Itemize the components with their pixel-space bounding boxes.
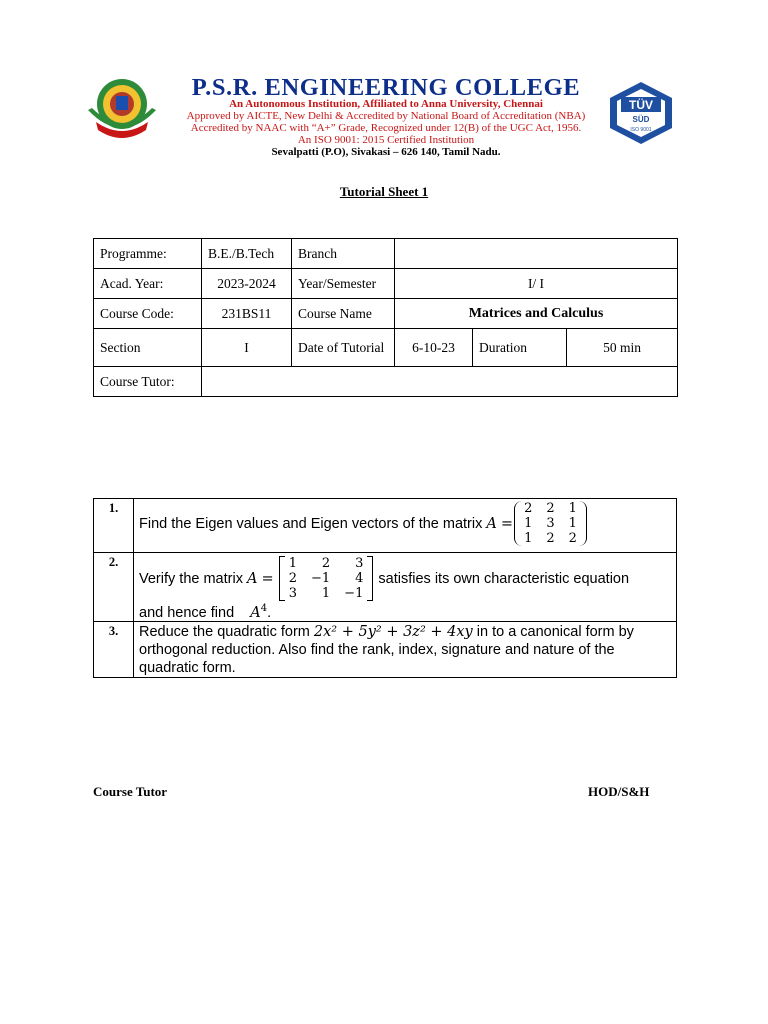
acad-year-label: Acad. Year: bbox=[94, 269, 202, 299]
table-row bbox=[94, 269, 678, 299]
questions-table bbox=[93, 498, 677, 678]
tutor-label: Course Tutor: bbox=[94, 367, 202, 397]
iso-line: An ISO 9001: 2015 Certified Institution bbox=[297, 134, 475, 146]
acad-year-value: 2023-2024 bbox=[202, 269, 292, 299]
duration-label: Duration bbox=[473, 329, 567, 367]
course-info-table bbox=[93, 238, 678, 397]
question-text-cell bbox=[134, 621, 677, 677]
table-row bbox=[94, 239, 678, 269]
power-exponent: 4 bbox=[260, 603, 268, 614]
tutor-value bbox=[202, 367, 678, 397]
table-row bbox=[94, 299, 678, 329]
table-row bbox=[94, 329, 678, 367]
branch-value bbox=[395, 239, 678, 269]
power-variable: A bbox=[250, 604, 261, 621]
question-number: 3. bbox=[94, 621, 134, 677]
duration-value: 50 min bbox=[567, 329, 678, 367]
question-text: Find the Eigen values and Eigen vectors of the matrix bbox=[139, 515, 483, 532]
period: . bbox=[267, 604, 272, 621]
college-emblem-logo bbox=[82, 76, 160, 140]
question-row bbox=[94, 621, 677, 677]
equals-sign: = bbox=[261, 570, 274, 587]
address-line: Sevalpatti (P.O), Sivakasi – 626 140, Tamil Nadu. bbox=[271, 146, 501, 158]
tuv-certification-logo bbox=[606, 80, 676, 146]
equals-sign: = bbox=[500, 515, 514, 532]
course-name-value: Matrices and Calculus bbox=[395, 299, 678, 329]
question-text-cell bbox=[134, 499, 677, 553]
accreditation-line: Accredited by NAAC with “A+” Grade, Recognized under 12(B) of the UGC Act, 1956. bbox=[190, 122, 582, 134]
date-label: Date of Tutorial bbox=[292, 329, 395, 367]
table-row bbox=[94, 367, 678, 397]
programme-value: B.E./B.Tech bbox=[202, 239, 292, 269]
tuv-logo-bottom-text: SÜD bbox=[632, 115, 650, 124]
question-text-line2: and hence find bbox=[139, 604, 235, 621]
date-value: 6-10-23 bbox=[395, 329, 473, 367]
course-name-label: Course Name bbox=[292, 299, 395, 329]
quadratic-expression: 2x² + 5y² + 3z² + 4xy bbox=[313, 623, 473, 640]
year-sem-value: I/ I bbox=[395, 269, 678, 299]
course-code-value: 231BS11 bbox=[202, 299, 292, 329]
question-text-cell bbox=[134, 553, 677, 622]
programme-label: Programme: bbox=[94, 239, 202, 269]
matrix-a-q2: 1 2 3 2 −1 4 3 1 −1 bbox=[282, 556, 371, 601]
question-text-continued: in to a canonical form by orthogonal reduction. Also find the rank, index, signature and nature of the quadratic form. bbox=[139, 623, 634, 676]
matrix-variable: A bbox=[486, 515, 497, 532]
question-row bbox=[94, 553, 677, 622]
approval-line: Approved by AICTE, New Delhi & Accredited by National Board of Accreditation (NBA) bbox=[186, 110, 586, 122]
section-label: Section bbox=[94, 329, 202, 367]
question-number: 1. bbox=[94, 499, 134, 553]
college-name: P.S.R. ENGINEERING COLLEGE bbox=[191, 74, 581, 101]
course-code-label: Course Code: bbox=[94, 299, 202, 329]
tuv-logo-caption: ISO 9001 bbox=[630, 127, 652, 133]
sheet-title: Tutorial Sheet 1 bbox=[339, 184, 429, 199]
question-text: Verify the matrix bbox=[139, 570, 243, 587]
branch-label: Branch bbox=[292, 239, 395, 269]
year-sem-label: Year/Semester bbox=[292, 269, 395, 299]
hod-signature-label: HOD/S&H bbox=[588, 784, 650, 799]
section-value: I bbox=[202, 329, 292, 367]
matrix-variable: A bbox=[246, 570, 258, 587]
question-row bbox=[94, 499, 677, 553]
question-number: 2. bbox=[94, 553, 134, 622]
tuv-logo-top-text: TÜV bbox=[629, 98, 653, 112]
matrix-a-q1: 2 2 1 1 3 1 1 2 2 bbox=[517, 501, 584, 546]
question-text: Reduce the quadratic form bbox=[139, 623, 310, 640]
affiliation-line: An Autonomous Institution, Affiliated to Anna University, Chennai bbox=[229, 98, 543, 110]
course-tutor-signature-label: Course Tutor bbox=[93, 784, 168, 799]
question-text-continued: satisfies its own characteristic equation bbox=[378, 570, 630, 587]
